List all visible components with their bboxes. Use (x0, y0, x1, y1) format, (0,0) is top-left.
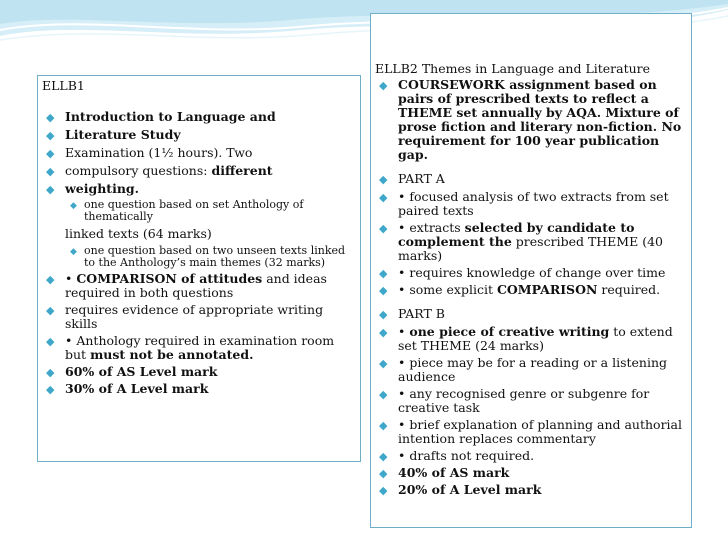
diamond-bullet-icon: ◆ (379, 419, 388, 432)
list-item: ◆ • focused analysis of two extracts from set paired texts (379, 189, 669, 218)
diamond-bullet-icon: ◆ (70, 201, 77, 211)
list-item: ◆ • one piece of creative writing to extend set THEME (24 marks) (379, 324, 673, 353)
ellb2-coursework-list (375, 78, 687, 162)
list-item: ◆ • extracts selected by candidate to complement the prescribed THEME (40 marks) (379, 220, 663, 263)
sub-list-item: ◆ one question based on two unseen texts linked to the Anthology’s main themes (32 marks) (70, 244, 346, 269)
ellb1-sublist-2 (42, 245, 356, 269)
list-item: ◆ 20% of A Level mark (379, 482, 542, 497)
ellb1-list (42, 110, 356, 196)
diamond-bullet-icon: ◆ (379, 173, 388, 186)
list-item: ◆ Examination (1½ hours). Two (46, 145, 253, 160)
list-item: ◆ 30% of A Level mark (46, 381, 209, 396)
sub-list-item: ◆ one question based on set Anthology of thematically (70, 198, 304, 223)
list-item: ◆ weighting. (46, 181, 139, 196)
diamond-bullet-icon: ◆ (46, 304, 55, 317)
diamond-bullet-icon: ◆ (379, 79, 388, 92)
list-item: ◆ 40% of AS mark (379, 465, 510, 480)
list-item: ◆ • piece may be for a reading or a listening audience (379, 355, 668, 384)
diamond-bullet-icon: ◆ (46, 165, 55, 178)
ellb1-heading: ELLB1 (42, 78, 85, 93)
list-item: ◆ PART A (379, 171, 445, 186)
diamond-bullet-icon: ◆ (379, 484, 388, 497)
diamond-bullet-icon: ◆ (46, 129, 55, 142)
list-item: ◆ Introduction to Language and (46, 109, 276, 124)
diamond-bullet-icon: ◆ (379, 326, 388, 339)
diamond-bullet-icon: ◆ (379, 467, 388, 480)
diamond-bullet-icon: ◆ (379, 284, 388, 297)
diamond-bullet-icon: ◆ (46, 147, 55, 160)
ellb1-panel (37, 75, 361, 462)
list-item: ◆ COURSEWORK assignment based on pairs of prescribed texts to reflect a THEME set annually by AQA. Mixture of prose fiction and literary non-fiction. No requirement for 100 year publication gap. (379, 77, 682, 162)
list-item: ◆ • Anthology required in examination room but must not be annotated. (46, 333, 335, 362)
list-item: ◆ • requires knowledge of change over time (379, 265, 666, 280)
ellb1-list-2 (42, 272, 356, 396)
ellb1-plain-line: linked texts (64 marks) (65, 226, 212, 241)
list-item: ◆ • COMPARISON of attitudes and ideas required in both questions (46, 271, 327, 300)
diamond-bullet-icon: ◆ (379, 267, 388, 280)
list-item: ◆ 60% of AS Level mark (46, 364, 218, 379)
ellb2-heading: ELLB2 Themes in Language and Literature (375, 61, 651, 76)
list-item: ◆ requires evidence of appropriate writing skills (46, 302, 324, 331)
list-item: ◆ • brief explanation of planning and authorial intention replaces commentary (379, 417, 682, 446)
list-item: ◆ compulsory questions: different (46, 163, 273, 178)
list-item: ◆ • some explicit COMPARISON required. (379, 282, 661, 297)
diamond-bullet-icon: ◆ (379, 308, 388, 321)
list-item: ◆ • any recognised genre or subgenre for creative task (379, 386, 650, 415)
diamond-bullet-icon: ◆ (70, 247, 77, 257)
diamond-bullet-icon: ◆ (46, 111, 55, 124)
ellb2-panel (370, 13, 692, 528)
diamond-bullet-icon: ◆ (46, 366, 55, 379)
diamond-bullet-icon: ◆ (379, 388, 388, 401)
list-item: ◆ Literature Study (46, 127, 181, 142)
ellb2-part-b-list (375, 307, 687, 497)
diamond-bullet-icon: ◆ (379, 222, 388, 235)
diamond-bullet-icon: ◆ (46, 273, 55, 286)
diamond-bullet-icon: ◆ (379, 450, 388, 463)
diamond-bullet-icon: ◆ (379, 357, 388, 370)
diamond-bullet-icon: ◆ (46, 183, 55, 196)
ellb2-part-a-list (375, 172, 687, 297)
diamond-bullet-icon: ◆ (46, 335, 55, 348)
diamond-bullet-icon: ◆ (379, 191, 388, 204)
diamond-bullet-icon: ◆ (46, 383, 55, 396)
list-item: ◆ PART B (379, 306, 445, 321)
ellb1-sublist-1 (42, 199, 356, 223)
list-item: ◆ • drafts not required. (379, 448, 535, 463)
